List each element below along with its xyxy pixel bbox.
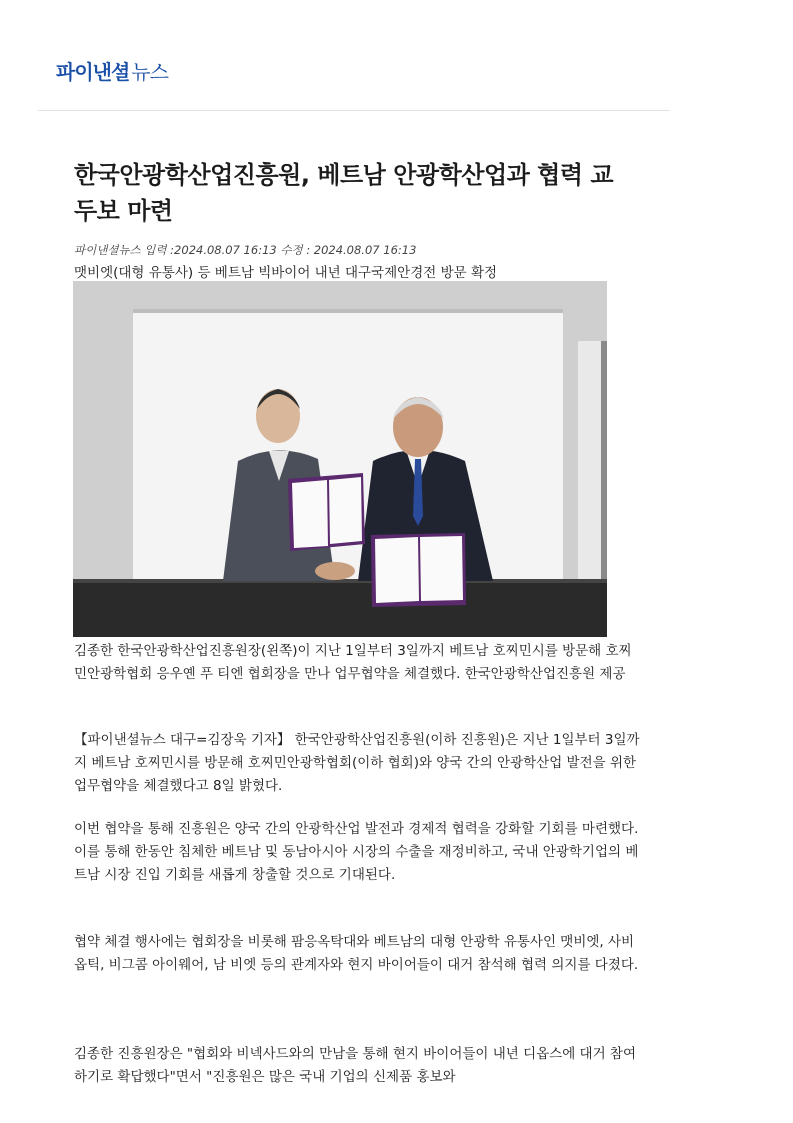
masthead-news: 뉴스 <box>131 59 168 84</box>
article-paragraph: 협약 체결 행사에는 협회장을 비롯해 팜응옥탁대와 베트남의 대형 안광학 유통사인 맷비엣, 사비옵틱, 비그콤 아이웨어, 남 비엣 등의 관계자와 현지 바이어들이 대거 참석해 협력 의지를 다졌다. <box>74 934 639 973</box>
article-paragraph: 이번 협약을 통해 진흥원은 양국 간의 안광학산업 발전과 경제적 협력을 강화할 기회를 마련했다. 이를 통해 한동안 침체한 베트남 및 동남아시아 시장의 수출을 재정비하고, 국내 안광학기업의 베트남 시장 진입 기회를 새롭게 창출할 것으로 기대된다. <box>74 821 639 883</box>
masthead-brand: 파이낸셜 <box>56 59 130 84</box>
article-paragraph: 【파이낸셜뉴스 대구=김장욱 기자】 한국안광학산업진흥원(이하 진흥원)은 지난 1일부터 3일까지 베트남 호찌민시를 방문해 호찌민안광학협회(이하 협회)와 양국 간의 안광학산업 발전을 위한 업무협약을 체결했다고 8일 밝혔다. <box>74 732 640 794</box>
article-photo <box>73 281 607 637</box>
article-headline: 한국안광학산업진흥원, 베트남 안광학산업과 협력 교두보 마련 <box>74 161 614 225</box>
photo-caption: 김종한 한국안광학산업진흥원장(왼쪽)이 지난 1일부터 3일까지 베트남 호찌민시를 방문해 호찌민안광학협회 응우옌 푸 티엔 협회장을 만나 업무협약을 체결했다. 한국안광학산업진흥원 제공 <box>74 643 632 682</box>
article-meta: 파이낸셜뉴스 입력 :2024.08.07 16:13 수정 : 2024.08.07 16:13 <box>74 243 417 257</box>
masthead-logo[interactable] <box>56 58 168 82</box>
article-subhead: 맷비엣(대형 유통사) 등 베트남 빅바이어 내년 대구국제안경전 방문 확정 <box>74 265 498 281</box>
article-paragraph: 김종한 진흥원장은 "협회와 비넥사드와의 만남을 통해 현지 바이어들이 내년 디옵스에 대거 참여하기로 확답했다"면서 "진흥원은 많은 국내 기업의 신제품 홍보와 <box>74 1046 637 1085</box>
header-divider <box>38 110 670 111</box>
